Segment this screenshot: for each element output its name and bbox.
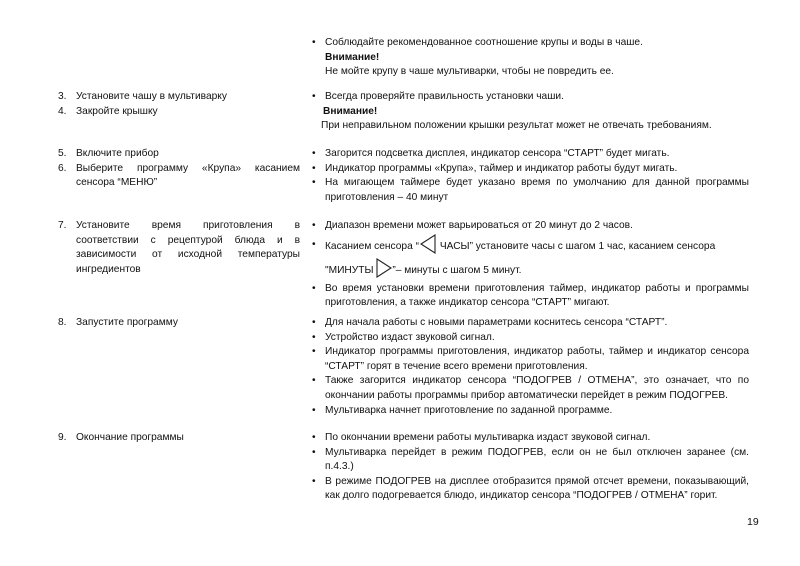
- note-text: Для начала работы с новыми параметрами коснитесь сенсора “СТАРТ”.: [325, 317, 668, 328]
- bullet-icon: •: [312, 446, 316, 458]
- list-item: [312, 162, 749, 177]
- step-text: Выберите программу «Крупа» касанием сенсора “МЕНЮ”: [76, 162, 300, 189]
- step-number: 9.: [58, 432, 67, 443]
- block-program-select-notes: [312, 147, 749, 205]
- block-washing-notes: [312, 36, 749, 80]
- warning-title: Внимание!: [323, 105, 378, 117]
- warning-text: При неправильном положении крышки результат может не отвечать требованиям.: [321, 120, 712, 132]
- note-text: Диапазон времени может варьироваться от 20 минут до 2 часов.: [325, 220, 633, 231]
- step-item: [58, 219, 300, 277]
- step-number: 4.: [58, 105, 67, 117]
- bullet-icon: •: [312, 238, 316, 250]
- note-text-part: ЧАСЫ” установите часы с шагом 1 час, касанием сенсора: [437, 240, 716, 252]
- list-item: [312, 331, 749, 346]
- bullet-icon: •: [312, 91, 316, 102]
- note-text: Также загорится индикатор сенсора “ПОДОГРЕВ / ОТМЕНА”, это означает, что по окончании работы программы прибор автоматически перейдет в режим ПОДОГРЕВ.: [325, 375, 749, 401]
- list-item: [312, 147, 749, 162]
- bullet-icon: •: [312, 177, 316, 189]
- note-text: Соблюдайте рекомендованное соотношение крупы и воды в чаше.: [325, 37, 643, 48]
- note-text: Устройство издаст звуковой сигнал.: [325, 331, 495, 343]
- bullet-icon: •: [312, 404, 316, 416]
- step-text: Установите чашу в мультиварку: [76, 91, 227, 102]
- list-item: [312, 446, 749, 475]
- note-text: Во время установки времени приготовления таймер, индикатор работы и программы приготовления, а также индикатор сенсора “СТАРТ” мигают.: [325, 282, 749, 309]
- step-number: 7.: [58, 220, 67, 231]
- list-item: [312, 234, 749, 282]
- note-text: По окончании времени работы мультиварка издаст звуковой сигнал.: [325, 432, 651, 443]
- bullet-icon: •: [312, 346, 316, 358]
- step-item: [58, 105, 300, 120]
- bullet-icon: •: [312, 331, 316, 343]
- step-item: [58, 316, 300, 331]
- step-text: Включите прибор: [76, 148, 159, 159]
- block-start-program-steps: [58, 316, 300, 331]
- block-time-setting-steps: [58, 219, 300, 277]
- bullet-icon: •: [312, 432, 316, 443]
- note-text: На мигающем таймере будет указано время по умолчанию для данной программы приготовления – 40 минут: [325, 177, 749, 203]
- note-text: Всегда проверяйте правильность установки чаши.: [325, 91, 564, 102]
- note-text: Мультиварка начнет приготовление по заданной программе.: [325, 404, 613, 416]
- step-item: [58, 431, 300, 446]
- bullet-icon: •: [312, 475, 316, 487]
- step-item: [58, 162, 300, 191]
- block-program-select-steps: [58, 147, 300, 191]
- page-number: 19: [747, 516, 759, 528]
- note-text: Загорится подсветка дисплея, индикатор сенсора “СТАРТ” будет мигать.: [325, 148, 670, 159]
- note-text: Индикатор программы приготовления, индикатор работы, таймер и индикатор сенсора “СТАРТ” горят в течение всего времени приготовления.: [325, 346, 749, 372]
- list-item: [312, 36, 749, 51]
- note-text-part: Касанием сенсора “: [325, 240, 419, 252]
- step-number: 3.: [58, 91, 67, 102]
- step-item: [58, 147, 300, 162]
- list-item: [312, 374, 749, 403]
- list-item: [312, 475, 749, 504]
- triangle-right-icon: [376, 258, 392, 278]
- bullet-icon: •: [312, 162, 316, 174]
- step-number: 5.: [58, 148, 67, 159]
- block-bowl-lid-steps: [58, 90, 300, 119]
- bullet-icon: •: [312, 148, 316, 159]
- block-start-program-notes: [312, 316, 749, 418]
- bullet-icon: •: [312, 282, 316, 294]
- list-item: [312, 345, 749, 374]
- triangle-left-icon: [419, 234, 437, 254]
- list-item: [312, 431, 749, 446]
- note-text: Мультиварка перейдет в режим ПОДОГРЕВ, если он не был отключен заранее (см. п.4.3.): [325, 446, 749, 473]
- note-text: В режиме ПОДОГРЕВ на дисплее отобразится прямой отсчет времени, показывающий, как долго подогревается блюдо, индикатор сенсора “ПОДОГРЕВ / ОТМЕНА” горит.: [325, 475, 749, 502]
- note-text: Индикатор программы «Крупа», таймер и индикатор работы будут мигать.: [325, 162, 678, 174]
- block-program-end-steps: [58, 431, 300, 446]
- note-text: [325, 234, 749, 282]
- step-text: Установите время приготовления в соответствии с рецептурой блюда и в зависимости от исходной температуры ингредиентов: [76, 220, 300, 275]
- step-number: 6.: [58, 162, 67, 174]
- step-item: [58, 90, 300, 105]
- note-text-part: "МИНУТЫ: [325, 264, 377, 276]
- note-text-part: ”– минуты с шагом 5 минут.: [392, 264, 522, 276]
- bullet-icon: •: [312, 317, 316, 328]
- block-bowl-lid-notes: [312, 90, 749, 134]
- bullet-icon: •: [312, 220, 316, 231]
- bullet-icon: •: [312, 375, 316, 387]
- step-text: Закройте крышку: [76, 105, 158, 117]
- list-item: [312, 404, 749, 419]
- list-item: [312, 316, 749, 331]
- warning-text: Не мойте крупу в чаше мультиварки, чтобы не повредить ее.: [325, 66, 614, 78]
- step-number: 8.: [58, 317, 67, 328]
- list-item: [312, 282, 749, 311]
- list-item: [312, 176, 749, 205]
- step-text: Окончание программы: [76, 432, 184, 443]
- list-item: [312, 90, 749, 105]
- list-item: [312, 219, 749, 234]
- warning-title: Внимание!: [325, 51, 380, 63]
- block-time-setting-notes: [312, 219, 749, 311]
- step-text: Запустите программу: [76, 317, 178, 328]
- bullet-icon: •: [312, 37, 316, 48]
- block-program-end-notes: [312, 431, 749, 504]
